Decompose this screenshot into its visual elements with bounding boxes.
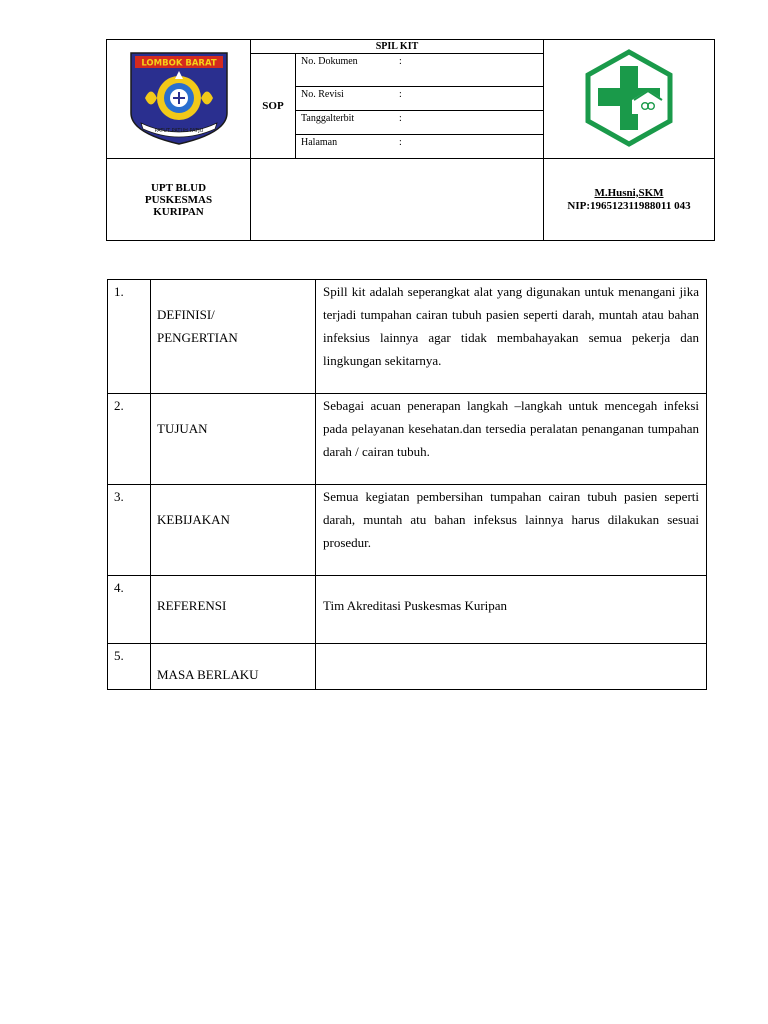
- section-number: 3.: [108, 485, 151, 576]
- sop-content-table: [107, 279, 707, 690]
- meta-separator: :: [399, 56, 402, 67]
- section-text: Spill kit adalah seperangkat alat yang digunakan untuk menangani jika terjadi tumpahan cairan tubuh pasien seperti darah, muntah atau bahan infeksius lainnya agar tidak membahayakan semua pekerja dan lingkungan sekitarnya.: [316, 280, 707, 394]
- section-label: [151, 280, 316, 394]
- label-line: KEBIJAKAN: [157, 512, 230, 527]
- meta-label: Halaman: [301, 137, 338, 148]
- signatory-nip: NIP:196512311988011 043: [567, 199, 691, 212]
- label-line: PENGERTIAN: [157, 330, 238, 345]
- blank-header-cell: [251, 159, 544, 241]
- table-row: [108, 485, 707, 576]
- section-number: 5.: [108, 644, 151, 690]
- section-label: [151, 644, 316, 690]
- section-text: [316, 644, 707, 690]
- puskesmas-logo-icon: [574, 48, 684, 148]
- table-row: [108, 644, 707, 690]
- document-title: SPIL KIT: [251, 40, 544, 54]
- sop-header-table: [106, 39, 715, 241]
- section-text: Sebagai acuan penerapan langkah –langkah untuk mencegah infeksi pada pelayanan kesehatan.dan tersedia peralatan penanganan tumpahan darah / cairan tubuh.: [316, 394, 707, 485]
- meta-label: No. Revisi: [301, 89, 344, 100]
- section-text: [316, 576, 707, 644]
- meta-separator: :: [399, 89, 402, 100]
- sop-label: SOP: [251, 54, 296, 159]
- section-number: 4.: [108, 576, 151, 644]
- section-number: 2.: [108, 394, 151, 485]
- lombok-barat-emblem-icon: [127, 49, 231, 147]
- table-row: [108, 576, 707, 644]
- meta-row-doc-number: [296, 54, 544, 87]
- signatory-name: M.Husni,SKM: [594, 186, 664, 199]
- label-line: REFERENSI: [157, 598, 227, 613]
- table-row: [108, 280, 707, 394]
- organization-name: [107, 159, 251, 241]
- meta-row-revision: [296, 87, 544, 111]
- meta-separator: :: [399, 113, 402, 124]
- meta-label: No. Dokumen: [301, 56, 358, 67]
- section-label: [151, 576, 316, 644]
- emblem-motto-text: PATUT PATUH PATJU: [154, 127, 203, 134]
- section-label: [151, 394, 316, 485]
- meta-row-page: [296, 135, 544, 159]
- meta-row-issue-date: [296, 111, 544, 135]
- org-line: PUSKESMAS: [144, 193, 213, 206]
- section-text: Semua kegiatan pembersihan tumpahan cairan tubuh pasien seperti darah, muntah atu bahan infeksus lainnya harus dilakukan sesuai prosedur.: [316, 485, 707, 576]
- meta-label: Tanggalterbit: [301, 113, 355, 124]
- org-line: UPT BLUD: [150, 181, 207, 194]
- label-line: MASA BERLAKU: [157, 667, 259, 682]
- emblem-banner-text: LOMBOK BARAT: [140, 58, 217, 68]
- label-line: DEFINISI/: [157, 307, 215, 322]
- table-row: [108, 394, 707, 485]
- signatory-block: [544, 159, 715, 241]
- label-line: TUJUAN: [157, 421, 208, 436]
- right-logo-cell: [544, 40, 715, 159]
- left-logo-cell: [107, 40, 251, 159]
- section-text-line: Tim Akreditasi Puskesmas Kuripan: [323, 598, 508, 613]
- section-number: 1.: [108, 280, 151, 394]
- section-label: [151, 485, 316, 576]
- meta-separator: :: [399, 137, 402, 148]
- org-line: KURIPAN: [153, 205, 204, 218]
